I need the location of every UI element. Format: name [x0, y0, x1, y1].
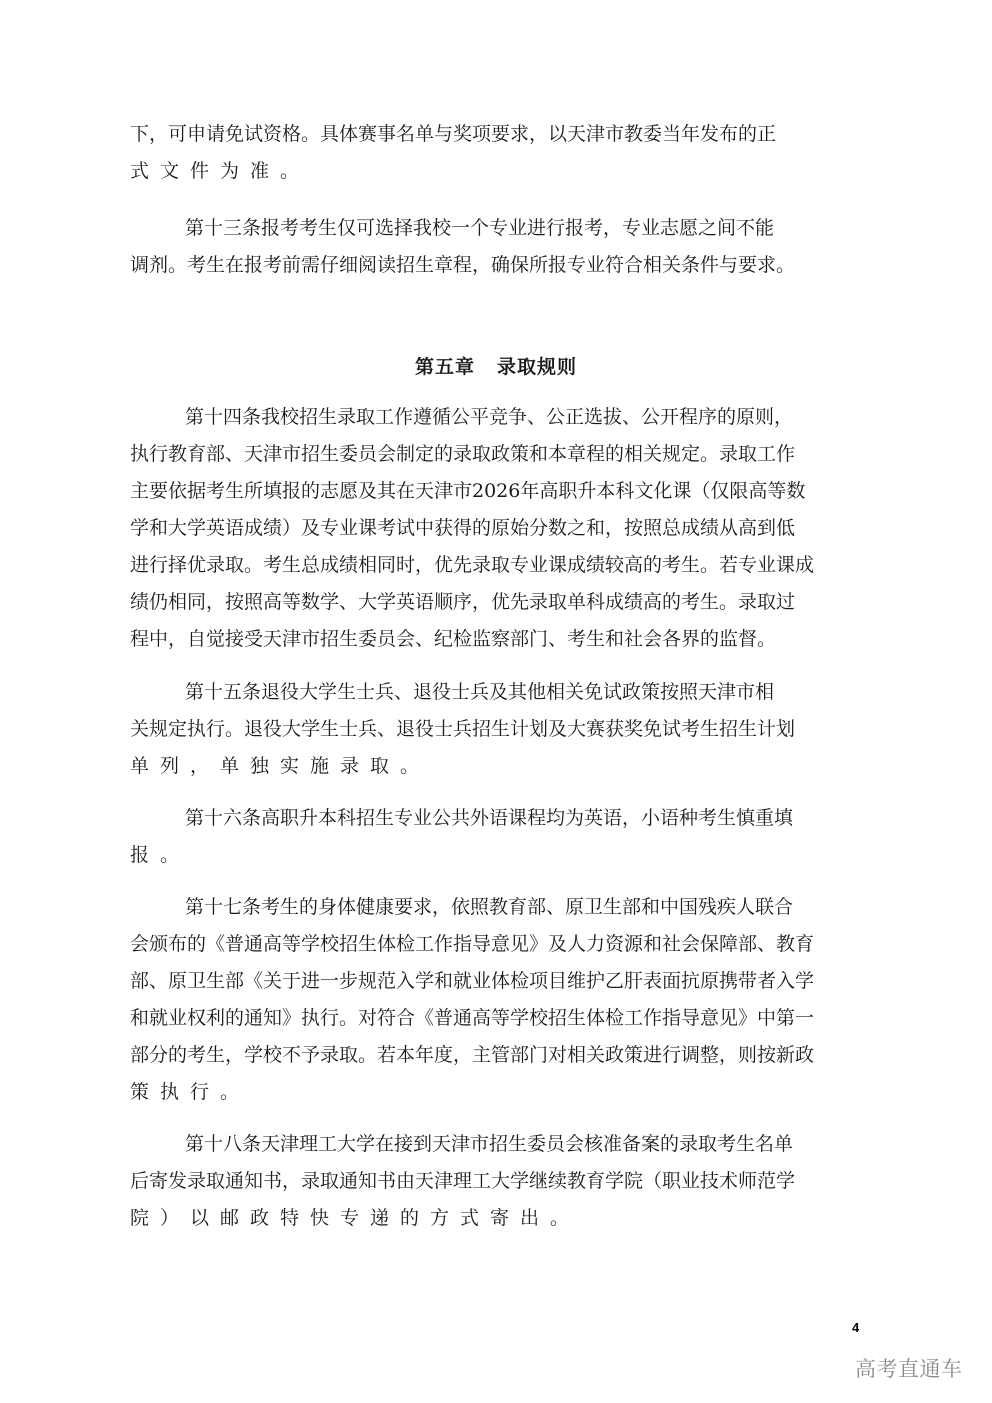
- page-number: 4: [852, 1320, 860, 1335]
- text-segment: 我校招生录取工作遵循公平竞争、公正选拔、公开程序的原则，: [261, 406, 794, 428]
- text-line: 调剂。考生在报考前需仔细阅读招生章程，确保所报专业符合相关条件与要求。: [130, 254, 796, 276]
- text-line: 和就业权利的通知》执行。对符合《普通高等学校招生体检工作指导意见》中第一: [130, 1007, 815, 1029]
- text-line: 院）以邮政特快专递的方式寄出。: [130, 1207, 581, 1229]
- watermark-logo-text: 高考直通车: [855, 1357, 963, 1381]
- text-segment: 高职升本科招生专业公共外语课程均为英语，小语种考生慎重填: [261, 807, 794, 829]
- article-number: 第十七条: [185, 896, 262, 918]
- article-16-first-line: [185, 806, 862, 830]
- text-line: 策执行。: [130, 1081, 251, 1103]
- chapter-title: 录取规则: [497, 356, 578, 378]
- text-line: 程中，自觉接受天津市招生委员会、纪检监察部门、考生和社会各界的监督。: [130, 628, 777, 650]
- text-line: 主要依据考生所填报的志愿及其在天津市2026年高职升本科文化课（仅限高等数: [130, 480, 806, 502]
- text-segment: 天津理工大学在接到天津市招生委员会核准备案的录取考生名单: [261, 1133, 794, 1155]
- text-line: 单列，单独实施录取。: [130, 755, 431, 777]
- text-line: 部、原卫生部《关于进一步规范入学和就业体检项目维护乙肝表面抗原携带者入学: [130, 970, 815, 992]
- text-line: 进行择优录取。考生总成绩相同时，优先录取专业课成绩较高的考生。若专业课成: [130, 554, 815, 576]
- text-line: 下，可申请免试资格。具体赛事名单与奖项要求，以天津市教委当年发布的正: [130, 123, 777, 145]
- article-14-first-line: [185, 405, 862, 429]
- article-18-first-line: [185, 1132, 862, 1156]
- article-number: 第十六条: [185, 807, 262, 829]
- text-line: 关规定执行。退役大学生士兵、退役士兵招生计划及大赛获奖免试考生招生计划: [130, 718, 796, 740]
- article-number: 第十四条: [185, 406, 262, 428]
- chapter-number: 第五章: [414, 356, 475, 378]
- article-17-first-line: [185, 895, 862, 919]
- text-line: 学和大学英语成绩）及专业课考试中获得的原始分数之和，按照总成绩从高到低: [130, 517, 796, 539]
- text-line: 绩仍相同，按照高等数学、大学英语顺序，优先录取单科成绩高的考生。录取过: [130, 591, 796, 613]
- text-segment: 考生的身体健康要求，依照教育部、原卫生部和中国残疾人联合: [261, 896, 794, 918]
- text-line: 执行教育部、天津市招生委员会制定的录取政策和本章程的相关规定。录取工作: [130, 443, 796, 465]
- text-line: 后寄发录取通知书，录取通知书由天津理工大学继续教育学院（职业技术师范学: [130, 1170, 796, 1192]
- chapter-heading: [0, 355, 992, 379]
- article-number: 第十八条: [185, 1133, 262, 1155]
- article-number: 第十五条: [185, 681, 262, 703]
- text-segment: 退役大学生士兵、退役士兵及其他相关免试政策按照天津市相: [261, 681, 775, 703]
- article-13-first-line: [185, 216, 862, 240]
- text-line: 会颁布的《普通高等学校招生体检工作指导意见》及人力资源和社会保障部、教育: [130, 933, 815, 955]
- text-segment: 报考考生仅可选择我校一个专业进行报考，专业志愿之间不能: [261, 217, 775, 239]
- text-line: 式文件为准。: [130, 160, 311, 182]
- text-line: 部分的考生，学校不予录取。若本年度，主管部门对相关政策进行调整，则按新政: [130, 1044, 815, 1066]
- text-line: 报。: [130, 844, 191, 866]
- article-number: 第十三条: [185, 217, 262, 239]
- article-15-first-line: [185, 680, 862, 704]
